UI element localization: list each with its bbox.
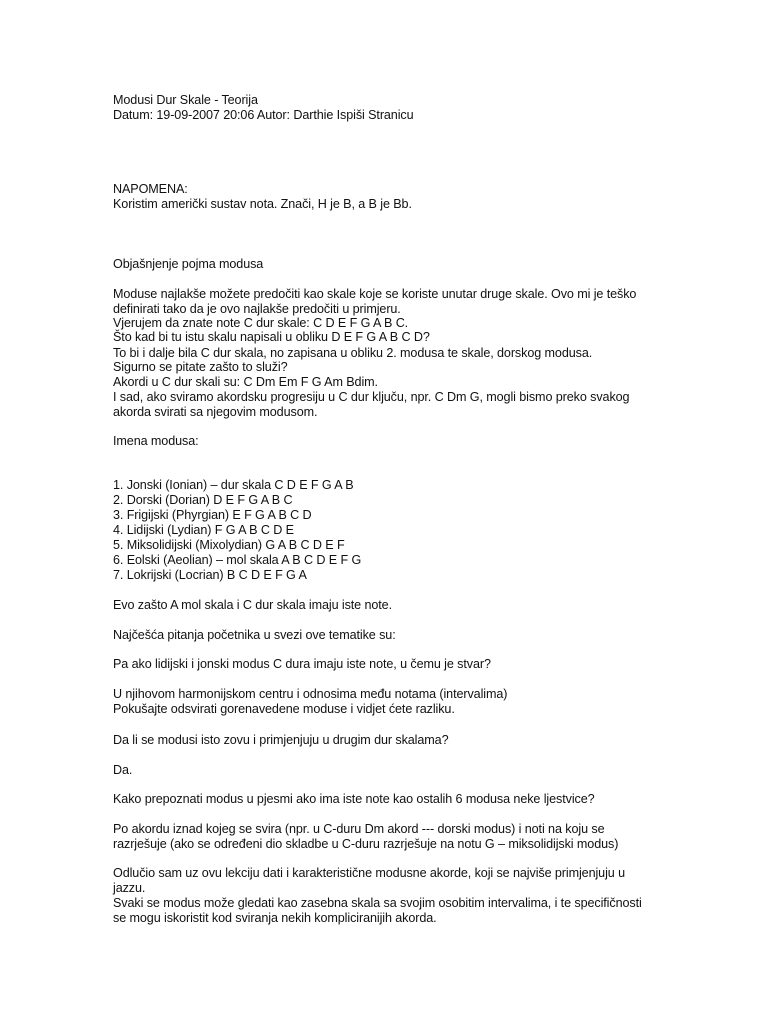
mode-list-item: 3. Frigijski (Phyrgian) E F G A B C D (113, 508, 312, 522)
paragraph-line: Akordi u C dur skali su: C Dm Em F G Am Bdim. (113, 375, 378, 389)
paragraph-line: Moduse najlakše možete predočiti kao skale koje se koriste unutar druge skale. Ovo mi je teško (113, 287, 637, 301)
faq-answer: Da. (113, 763, 133, 777)
paragraph-line: To bi i dalje bila C dur skala, no zapisana u obliku 2. modusa te skale, dorskog modusa. (113, 346, 593, 360)
document-meta: Datum: 19-09-2007 20:06 Autor: Darthie Ispiši Stranicu (113, 108, 414, 122)
closing-line: Svaki se modus može gledati kao zasebna skala sa svojim osobitim intervalima, i te specifičnosti (113, 896, 642, 910)
faq-answer-line: Pokušajte odsvirati gorenavedene moduse i vidjet ćete razliku. (113, 702, 455, 716)
mode-list-item: 2. Dorski (Dorian) D E F G A B C (113, 493, 293, 507)
paragraph-line: Što kad bi tu istu skalu napisali u obliku D E F G A B C D? (113, 330, 430, 344)
faq-question: Pa ako lidijski i jonski modus C dura imaju iste note, u čemu je stvar? (113, 657, 491, 671)
section-heading-explanation: Objašnjenje pojma modusa (113, 257, 264, 271)
mode-list-item: 6. Eolski (Aeolian) – mol skala A B C D E F G (113, 553, 362, 567)
faq-question: Da li se modusi isto zovu i primjenjuju u drugim dur skalama? (113, 733, 449, 747)
faq-answer-line: Po akordu iznad kojeg se svira (npr. u C-duru Dm akord --- dorski modus) i noti na koju se (113, 822, 605, 836)
mode-list-item: 7. Lokrijski (Locrian) B C D E F G A (113, 568, 307, 582)
faq-intro: Najčešća pitanja početnika u svezi ove tematike su: (113, 628, 396, 642)
paragraph-line: definirati tako da je ovo najlakše predočiti u primjeru. (113, 302, 401, 316)
document-title: Modusi Dur Skale - Teorija (113, 93, 258, 107)
paragraph-line: I sad, ako sviramo akordsku progresiju u C dur ključu, npr. C Dm G, mogli bismo preko svakog (113, 390, 630, 404)
mode-list-item: 5. Miksolidijski (Mixolydian) G A B C D E F (113, 538, 345, 552)
mode-list-item: 4. Lidijski (Lydian) F G A B C D E (113, 523, 294, 537)
paragraph-line: akorda svirati sa njegovim modusom. (113, 405, 318, 419)
mode-list-item: 1. Jonski (Ionian) – dur skala C D E F G A B (113, 478, 354, 492)
section-heading-modes: Imena modusa: (113, 434, 199, 448)
paragraph-line: Evo zašto A mol skala i C dur skala imaju iste note. (113, 598, 392, 612)
note-text: Koristim američki sustav nota. Znači, H je B, a B je Bb. (113, 197, 412, 211)
closing-line: se mogu iskoristit kod sviranja nekih kompliciranijih akorda. (113, 911, 437, 925)
paragraph-line: Vjerujem da znate note C dur skale: C D E F G A B C. (113, 316, 409, 330)
faq-answer-line: razrješuje (ako se određeni dio skladbe u C-duru razrješuje na notu G – miksolidijski modus) (113, 837, 619, 851)
faq-question: Kako prepoznati modus u pjesmi ako ima iste note kao ostalih 6 modusa neke ljestvice? (113, 792, 595, 806)
closing-line: jazzu. (113, 881, 146, 895)
faq-answer-line: U njihovom harmonijskom centru i odnosima među notama (intervalima) (113, 687, 508, 701)
paragraph-line: Sigurno se pitate zašto to služi? (113, 360, 288, 374)
note-heading: NAPOMENA: (113, 182, 188, 196)
closing-line: Odlučio sam uz ovu lekciju dati i karakteristične modusne akorde, koji se najviše primjenjuju u (113, 866, 625, 880)
